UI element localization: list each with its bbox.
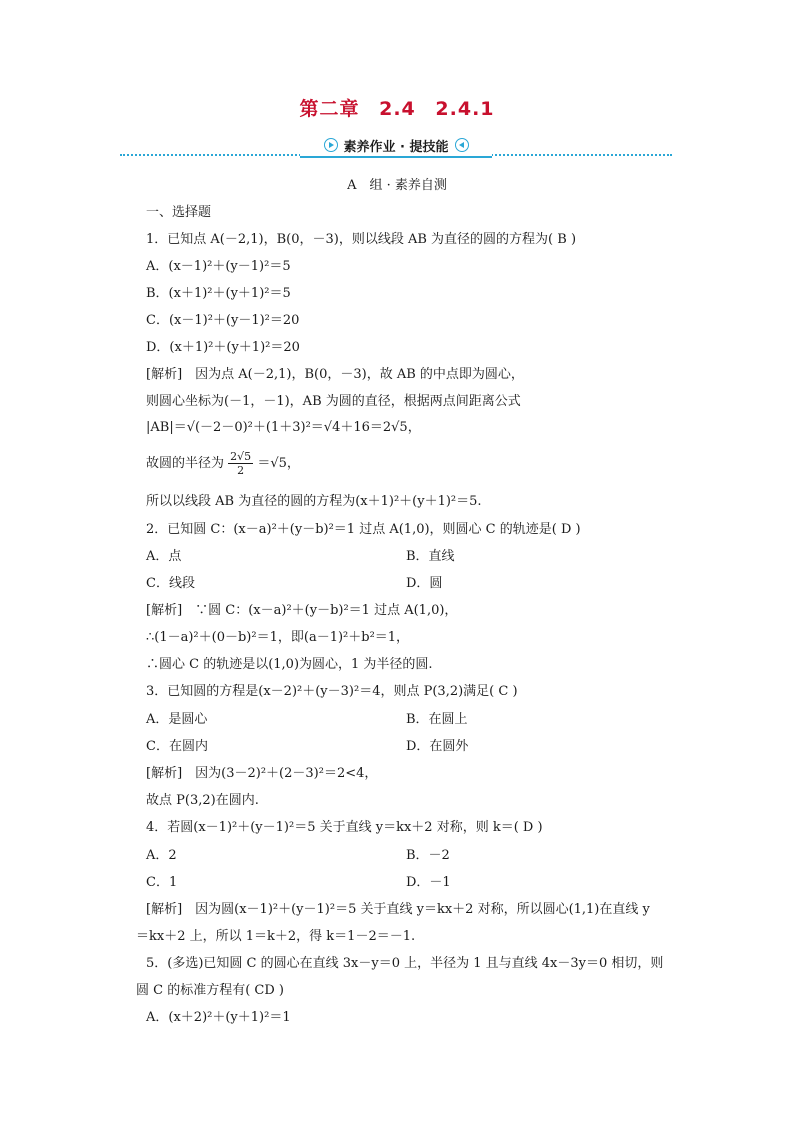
q1-radius-value: ＝√5， <box>257 456 300 471</box>
q1-fraction-den: 2 <box>237 464 245 477</box>
section-heading: 一、选择题 <box>146 205 212 220</box>
q1-option-d: D．(x＋1)²＋(y＋1)²＝20 <box>146 340 300 355</box>
page-title <box>0 94 794 121</box>
q2-option-c: C．线段 <box>146 576 195 591</box>
q1-option-c: C．(x－1)²＋(y－1)²＝20 <box>146 313 300 328</box>
q4-stem: 4．若圆(x－1)²＋(y－1)²＝5 关于直线 y＝kx＋2 对称，则 k＝( D ) <box>146 820 543 835</box>
banner-text: 素养作业 · 提技能 <box>343 139 449 155</box>
q4-option-a: A．2 <box>146 848 177 863</box>
subsection-label: 2.4.1 <box>435 98 495 120</box>
play-right-icon <box>324 138 338 152</box>
section-label: 2.4 <box>379 98 416 120</box>
q3-stem: 3．已知圆的方程是(x－2)²＋(y－3)²＝4，则点 P(3,2)满足( C ) <box>146 684 518 699</box>
q3-analysis-1: [解析] 因为(3－2)²＋(2－3)²＝2<4， <box>146 766 378 781</box>
q1-option-a: A．(x－1)²＋(y－1)²＝5 <box>146 259 291 274</box>
chapter-label: 第二章 <box>299 98 360 120</box>
q3-option-a: A．是圆心 <box>146 712 208 727</box>
q1-option-b: B．(x＋1)²＋(y＋1)²＝5 <box>146 286 291 301</box>
q4-analysis-1: [解析] 因为圆(x－1)²＋(y－1)²＝5 关于直线 y＝kx＋2 对称，所以圆心(1,1)在直线 y <box>146 902 650 917</box>
q3-option-c: C．在圆内 <box>146 739 208 754</box>
q2-analysis-1: [解析] ∵圆 C：(x－a)²＋(y－b)²＝1 过点 A(1,0)， <box>146 603 458 618</box>
banner-pill <box>300 134 492 158</box>
q2-analysis-3: ∴圆心 C 的轨迹是以(1,0)为圆心，1 为半径的圆. <box>146 657 433 672</box>
q1-analysis-5: 所以以线段 AB 为直径的圆的方程为(x＋1)²＋(y＋1)²＝5. <box>146 494 482 509</box>
q1-stem: 1．已知点 A(－2,1)，B(0，－3)，则以线段 AB 为直径的圆的方程为( B ) <box>146 232 577 247</box>
q4-option-d: D．－1 <box>406 875 451 890</box>
q4-analysis-2: ＝kx＋2 上，所以 1＝k＋2，得 k＝1－2＝－1. <box>136 929 416 944</box>
section-banner <box>120 132 672 162</box>
q1-radius-text: 故圆的半径为 <box>146 456 225 471</box>
q4-option-c: C．1 <box>146 875 178 890</box>
q3-analysis-2: 故点 P(3,2)在圆内. <box>146 793 259 808</box>
q2-option-d: D．圆 <box>406 576 443 591</box>
q1-fraction <box>228 450 253 477</box>
q1-analysis-3: |AB|＝√(－2－0)²＋(1＋3)²＝√4＋16＝2√5， <box>146 420 421 435</box>
q3-option-b: B．在圆上 <box>406 712 468 727</box>
q3-option-d: D．在圆外 <box>406 739 469 754</box>
q5-stem-2: 圆 C 的标准方程有( CD ) <box>136 983 284 998</box>
q2-stem: 2．已知圆 C：(x－a)²＋(y－b)²＝1 过点 A(1,0)，则圆心 C 的轨迹是( D ) <box>146 522 581 537</box>
q5-stem-1: 5．(多选)已知圆 C 的圆心在直线 3x－y＝0 上，半径为 1 且与直线 4x－3y＝0 相切，则 <box>146 956 664 971</box>
q4-option-b: B．－2 <box>406 848 450 863</box>
q1-analysis-2: 则圆心坐标为(－1，－1)，AB 为圆的直径，根据两点间距离公式 <box>146 394 521 409</box>
q1-analysis-1: [解析] 因为点 A(－2,1)，B(0，－3)，故 AB 的中点即为圆心， <box>146 367 524 382</box>
q5-option-a: A．(x＋2)²＋(y＋1)²＝1 <box>146 1010 291 1025</box>
q2-option-b: B．直线 <box>406 549 455 564</box>
q2-option-a: A．点 <box>146 549 182 564</box>
group-title: A 组 · 素养自测 <box>347 178 447 193</box>
q1-analysis-4 <box>146 450 300 477</box>
q1-fraction-num: 2√5 <box>230 450 252 463</box>
play-left-icon <box>455 138 469 152</box>
q2-analysis-2: ∴(1－a)²＋(0－b)²＝1，即(a－1)²＋b²＝1， <box>146 630 410 645</box>
